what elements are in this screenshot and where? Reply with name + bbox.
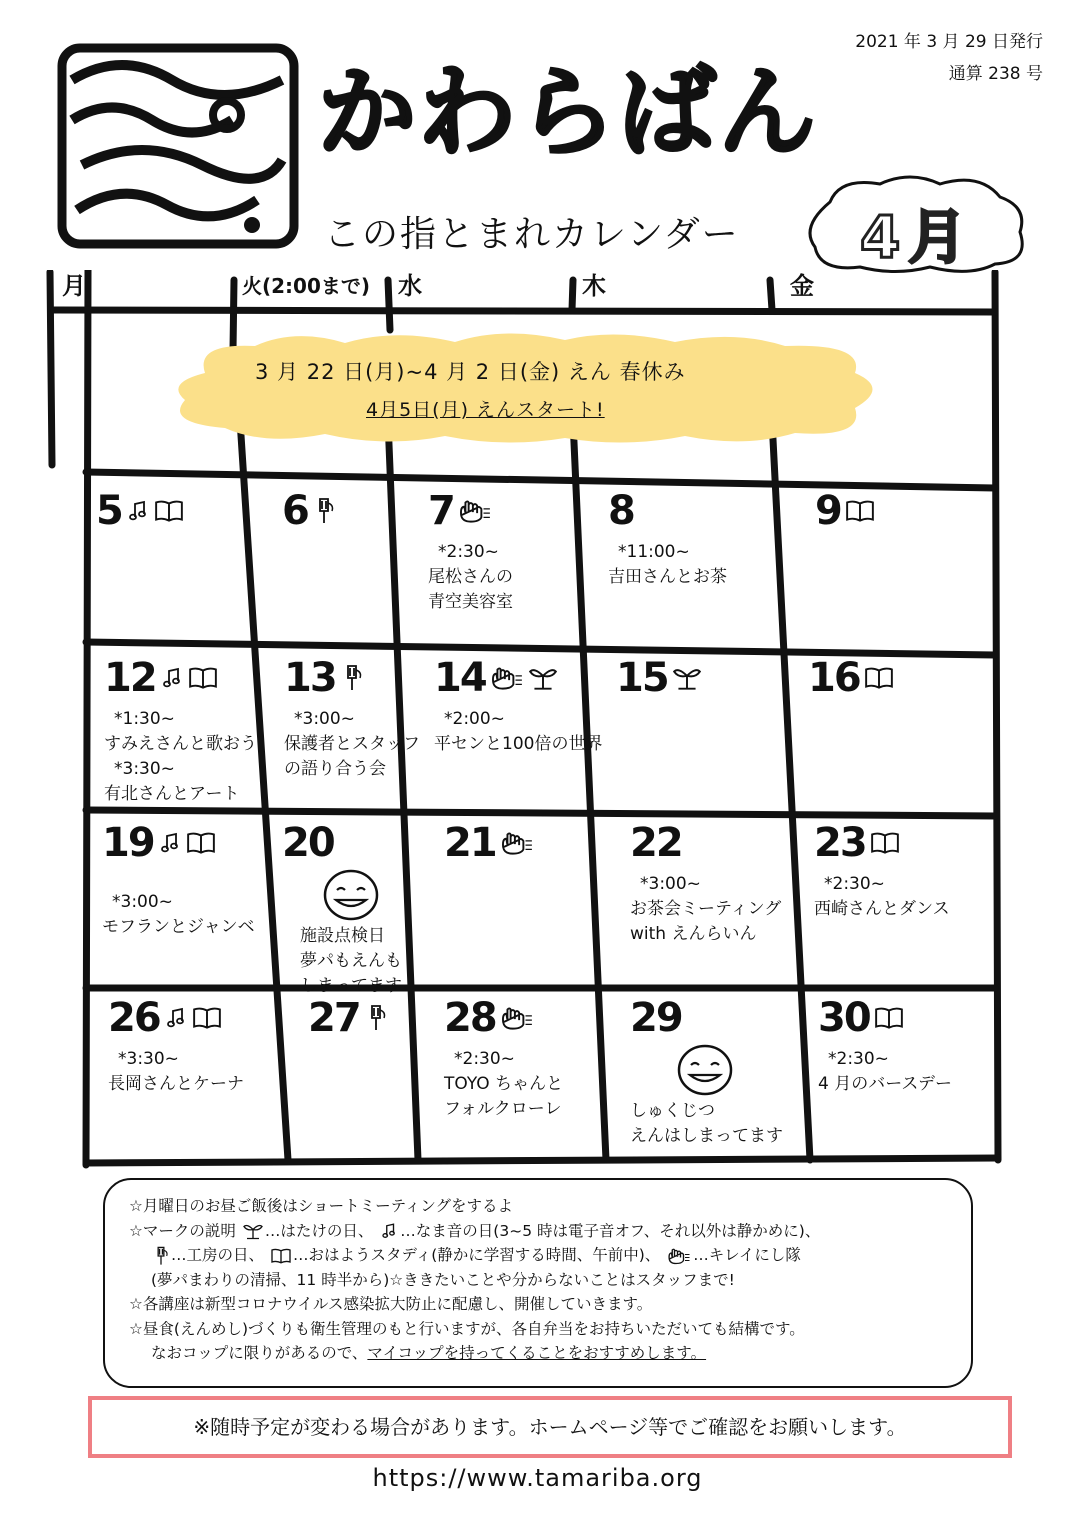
day-cell-9 bbox=[815, 488, 875, 534]
info-marks-heading: ☆マークの説明 bbox=[129, 1221, 236, 1240]
book-icon bbox=[188, 665, 218, 691]
smiley-icon bbox=[676, 1043, 734, 1097]
sprout-icon bbox=[672, 665, 702, 691]
newsletter-title: かわらばん bbox=[318, 56, 819, 170]
event-line: 有北さんとアート bbox=[104, 784, 240, 804]
event-line: *2:30~ bbox=[824, 874, 885, 894]
day-events bbox=[630, 872, 781, 947]
day-number: 15 bbox=[616, 655, 668, 701]
book-icon bbox=[192, 1005, 222, 1031]
day-cell-30 bbox=[818, 995, 952, 1097]
day-events bbox=[818, 1047, 952, 1097]
event-line: 夢パもえんも bbox=[300, 951, 402, 971]
day-cell-16 bbox=[808, 655, 894, 701]
day-cell-14 bbox=[434, 655, 602, 757]
event-line: *2:00~ bbox=[444, 709, 505, 729]
info-line-covid: ☆各講座は新型コロナウイルス感染拡大防止に配慮し、開催していきます。 bbox=[129, 1295, 653, 1313]
event-line: 長岡さんとケーナ bbox=[108, 1074, 244, 1094]
day-number: 23 bbox=[814, 820, 866, 866]
day-cell-15 bbox=[616, 655, 702, 701]
event-line: with えんらいん bbox=[630, 924, 757, 944]
event-line: *3:00~ bbox=[294, 709, 355, 729]
book-icon bbox=[874, 1005, 904, 1031]
month-label: 4月 bbox=[860, 203, 975, 271]
info-line-cleaning: (夢パまわりの清掃、11 時半から)☆ききたいことや分からないことはスタッフまで! bbox=[151, 1270, 735, 1289]
info-line-marks-2 bbox=[129, 1243, 947, 1268]
event-line: 吉田さんとお茶 bbox=[608, 567, 727, 587]
day-number: 29 bbox=[630, 995, 682, 1041]
day-cell-19 bbox=[102, 820, 255, 940]
hand-icon bbox=[458, 498, 492, 524]
hand-icon bbox=[490, 665, 524, 691]
spring-break-notice: 3 月 22 日(月)~4 月 2 日(金) えん 春休み bbox=[255, 360, 686, 384]
day-events bbox=[428, 540, 513, 615]
event-line: TOYO ちゃんと bbox=[444, 1074, 564, 1094]
book-icon bbox=[845, 498, 875, 524]
day-cell-21 bbox=[444, 820, 534, 866]
hand-icon bbox=[500, 830, 534, 856]
weekday-tue: 火(2:00まで) bbox=[242, 274, 371, 298]
weekday-wed: 水 bbox=[398, 272, 422, 300]
hand-icon bbox=[665, 1247, 693, 1265]
tool-icon bbox=[364, 1003, 388, 1033]
event-line: *1:30~ bbox=[114, 709, 175, 729]
event-line: 保護者とスタッフ bbox=[284, 734, 420, 754]
day-events bbox=[104, 707, 257, 807]
info-book-desc: …おはようスタディ(静かに学習する時間、午前中)、 bbox=[292, 1246, 661, 1264]
day-number: 20 bbox=[282, 820, 334, 866]
issue-date: 2021 年 3 月 29 日発行 bbox=[855, 32, 1043, 52]
info-sprout-desc: …はたけの日、 bbox=[264, 1221, 374, 1240]
day-cell-29 bbox=[630, 995, 783, 1149]
day-cell-5 bbox=[96, 488, 184, 534]
day-number: 16 bbox=[808, 655, 860, 701]
day-number: 13 bbox=[284, 655, 336, 701]
book-icon bbox=[870, 830, 900, 856]
info-tool-desc: …工房の日、 bbox=[171, 1246, 265, 1264]
day-number: 9 bbox=[815, 488, 841, 534]
info-note-desc: …なま音の日(3~5 時は電子音オフ、それ以外は静かめに)、 bbox=[400, 1221, 821, 1240]
event-line bbox=[102, 872, 255, 890]
day-cell-6 bbox=[282, 488, 336, 534]
event-line: *3:00~ bbox=[640, 874, 701, 894]
info-line-marks bbox=[129, 1219, 947, 1244]
notice-cloud bbox=[165, 328, 890, 448]
issue-info bbox=[855, 26, 1043, 90]
day-number: 6 bbox=[282, 488, 308, 534]
event-line: すみえさんと歌おう bbox=[104, 734, 257, 754]
day-number: 8 bbox=[608, 488, 634, 534]
book-icon bbox=[186, 830, 216, 856]
info-cup-recommend: マイコップを持ってくることをおすすめします。 bbox=[367, 1344, 707, 1362]
day-events bbox=[284, 707, 420, 782]
day-number: 21 bbox=[444, 820, 496, 866]
day-events bbox=[108, 1047, 244, 1097]
event-line: *2:30~ bbox=[828, 1049, 889, 1069]
info-box bbox=[103, 1178, 973, 1388]
tool-icon bbox=[340, 663, 364, 693]
event-line: モフランとジャンベ bbox=[102, 917, 255, 937]
day-cell-28 bbox=[444, 995, 563, 1122]
day-events bbox=[434, 707, 602, 757]
day-cell-20 bbox=[282, 820, 402, 999]
day-number: 27 bbox=[308, 995, 360, 1041]
music-note-icon bbox=[126, 499, 150, 523]
event-line: 西崎さんとダンス bbox=[814, 899, 950, 919]
event-line: お茶会ミーティング bbox=[630, 899, 782, 919]
day-events bbox=[444, 1047, 563, 1122]
music-note-icon bbox=[160, 666, 184, 690]
event-line: しゅくじつ bbox=[630, 1101, 715, 1121]
event-line: *2:30~ bbox=[438, 542, 499, 562]
event-line: *3:30~ bbox=[114, 759, 175, 779]
weekday-mon: 月 bbox=[62, 272, 86, 300]
info-line-lunch: ☆昼食(えんめし)づくりも衛生管理のもと行いますが、各自弁当をお持ちいただいても結構です。 bbox=[129, 1319, 805, 1338]
day-number: 28 bbox=[444, 995, 496, 1041]
hand-icon bbox=[500, 1005, 534, 1031]
day-cell-13 bbox=[284, 655, 420, 782]
day-events bbox=[102, 872, 255, 940]
day-number: 7 bbox=[428, 488, 454, 534]
day-cell-23 bbox=[814, 820, 950, 922]
info-line-meeting: ☆月曜日のお昼ご飯後はショートミーティングをするよ bbox=[129, 1197, 514, 1215]
info-hand-desc: …キレイにし隊 bbox=[693, 1246, 801, 1264]
smiley-icon bbox=[322, 868, 380, 922]
event-line: *3:30~ bbox=[118, 1049, 179, 1069]
event-line: 平センと100倍の世界 bbox=[434, 734, 603, 754]
tool-icon bbox=[151, 1246, 171, 1266]
book-icon bbox=[154, 498, 184, 524]
sprout-icon bbox=[241, 1222, 265, 1240]
music-note-icon bbox=[164, 1006, 188, 1030]
en-logo bbox=[52, 40, 307, 255]
day-cell-7 bbox=[428, 488, 513, 615]
event-line: 施設点検日 bbox=[300, 926, 385, 946]
event-line: *2:30~ bbox=[454, 1049, 515, 1069]
info-cup-text: なおコップに限りがあるので、 bbox=[151, 1344, 368, 1362]
issue-number: 通算 238 号 bbox=[948, 64, 1043, 84]
book-icon bbox=[269, 1247, 293, 1265]
weekday-thu: 木 bbox=[582, 272, 606, 300]
event-line: の語り合う会 bbox=[284, 759, 386, 779]
event-line: *11:00~ bbox=[618, 542, 690, 562]
start-notice: 4月5日(月) えんスタート! bbox=[366, 399, 605, 421]
day-events bbox=[630, 1099, 783, 1149]
music-note-icon bbox=[158, 831, 182, 855]
event-line: フォルクローレ bbox=[444, 1099, 562, 1119]
day-cell-27 bbox=[308, 995, 388, 1041]
day-number: 30 bbox=[818, 995, 870, 1041]
calendar-subtitle: この指とまれカレンダー bbox=[324, 214, 740, 255]
day-events bbox=[608, 540, 727, 590]
day-number: 5 bbox=[96, 488, 122, 534]
event-line: 4 月のバースデー bbox=[818, 1074, 953, 1094]
day-cell-26 bbox=[108, 995, 244, 1097]
info-line-cup bbox=[129, 1341, 947, 1366]
website-url[interactable]: https://www.tamariba.org bbox=[372, 1464, 703, 1492]
tool-icon bbox=[312, 496, 336, 526]
event-line: 青空美容室 bbox=[428, 592, 513, 612]
schedule-change-alert: ※随時予定が変わる場合があります。ホームページ等でご確認をお願いします。 bbox=[88, 1396, 1012, 1458]
day-number: 26 bbox=[108, 995, 160, 1041]
day-cell-22 bbox=[630, 820, 781, 947]
day-number: 12 bbox=[104, 655, 156, 701]
music-note-icon bbox=[378, 1222, 400, 1240]
event-line: *3:00~ bbox=[112, 892, 173, 912]
day-number: 19 bbox=[102, 820, 154, 866]
event-line: しまってます bbox=[300, 976, 402, 996]
event-line: 尾松さんの bbox=[428, 567, 513, 587]
day-number: 14 bbox=[434, 655, 486, 701]
book-icon bbox=[864, 665, 894, 691]
day-events bbox=[300, 924, 402, 999]
day-cell-12 bbox=[104, 655, 257, 807]
event-line: えんはしまってます bbox=[630, 1126, 783, 1146]
day-events bbox=[814, 872, 950, 922]
weekday-fri: 金 bbox=[790, 272, 814, 300]
day-number: 22 bbox=[630, 820, 682, 866]
day-cell-8 bbox=[608, 488, 727, 590]
sprout-icon bbox=[528, 665, 558, 691]
